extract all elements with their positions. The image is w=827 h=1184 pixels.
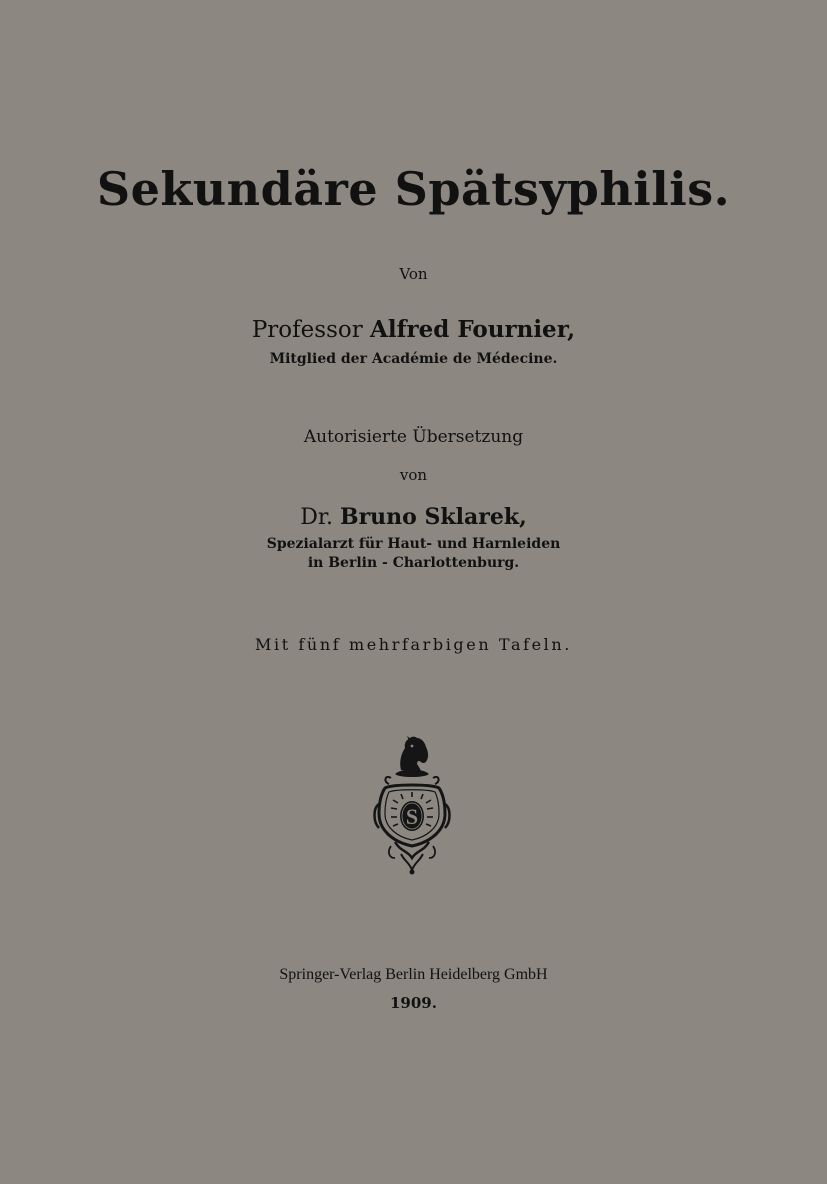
- author-affiliation: Mitglied der Académie de Médecine.: [269, 351, 558, 367]
- springer-knight-emblem-icon: [371, 734, 453, 876]
- translator-name: Bruno Sklarek,: [339, 504, 527, 530]
- book-title: Sekundäre Spätsyphilis.: [96, 162, 731, 216]
- translator-role: Dr.: [300, 505, 333, 530]
- translation-note: Autorisierte Übersetzung: [303, 427, 524, 447]
- translator-affiliation-2: in Berlin - Charlottenburg.: [307, 555, 520, 571]
- translator-line: [0, 506, 827, 529]
- translated-by-label: von: [399, 466, 428, 484]
- plates-note: Mit fünf mehrfarbigen Tafeln.: [255, 635, 572, 654]
- author-role: Professor: [251, 317, 363, 343]
- publication-year: 1909.: [390, 994, 437, 1012]
- emblem-letter: S: [405, 804, 419, 829]
- publisher-name: Springer-Verlag Berlin Heidelberg GmbH: [279, 966, 548, 983]
- by-label: Von: [399, 265, 428, 283]
- author-name: Alfred Fournier,: [370, 316, 576, 343]
- publisher-emblem-graphic: [371, 734, 453, 876]
- translator-affiliation-1: Spezialarzt für Haut- und Harnleiden: [266, 536, 561, 552]
- author-line: [0, 318, 827, 342]
